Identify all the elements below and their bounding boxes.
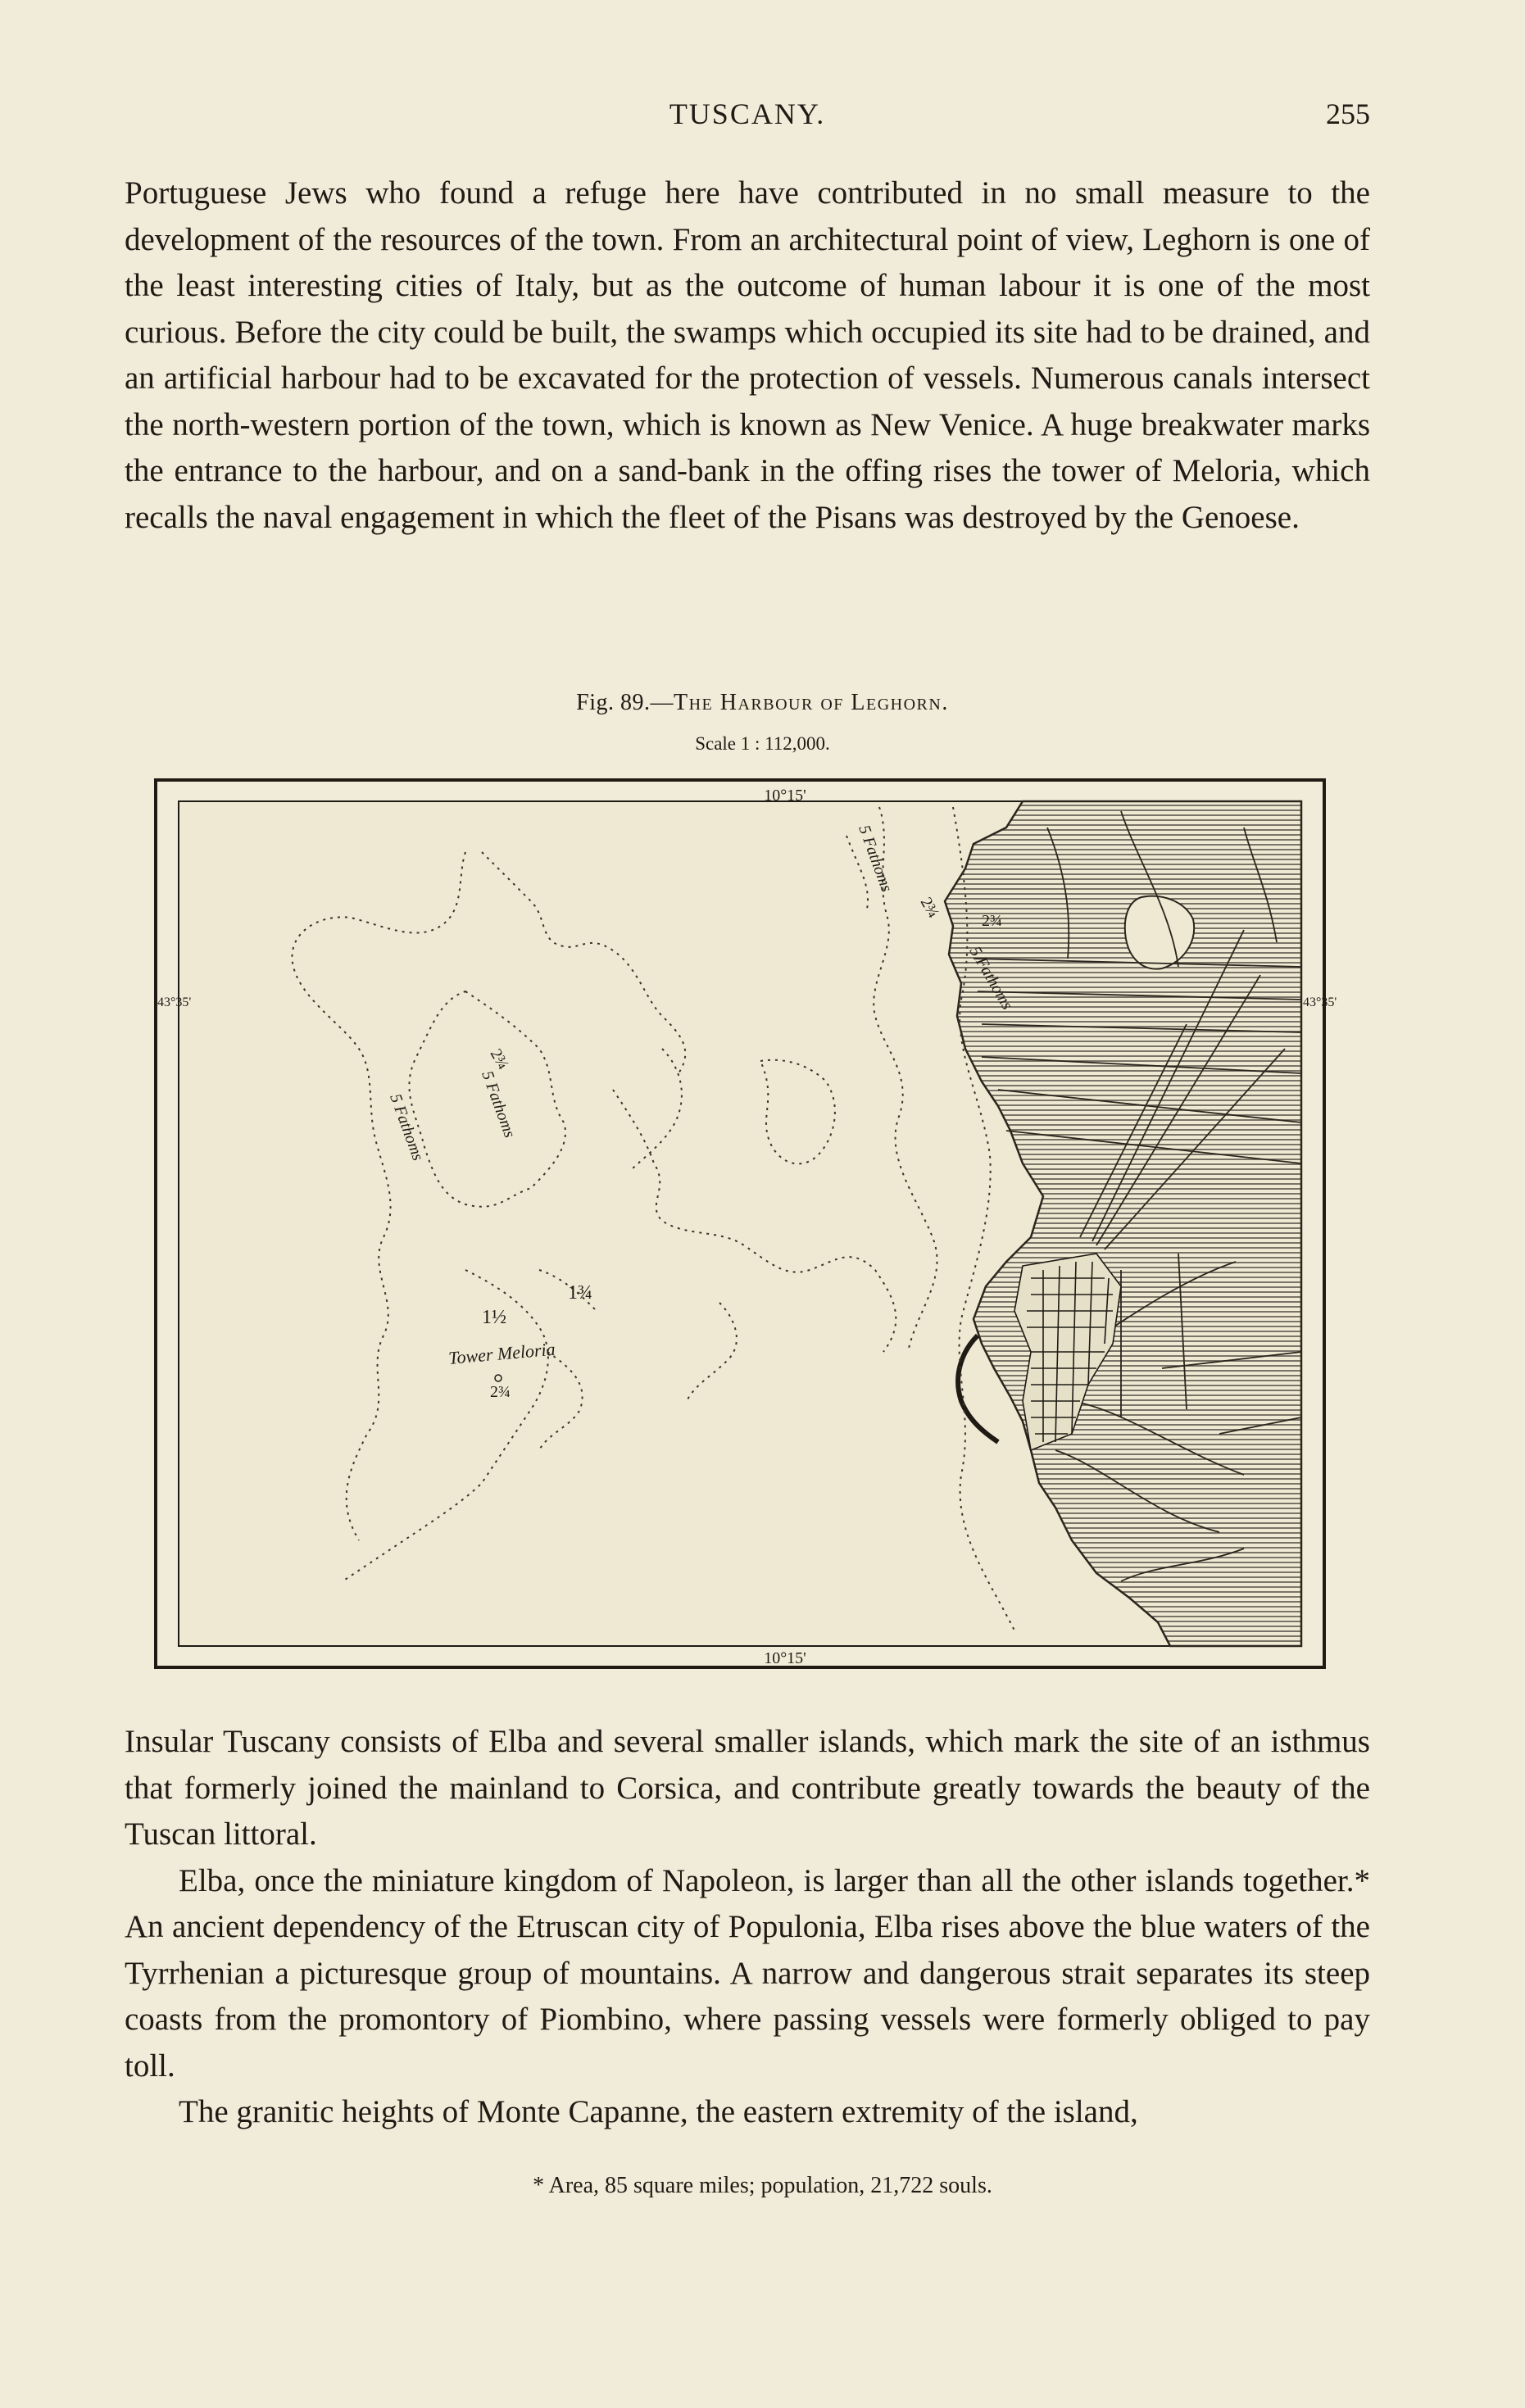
fathoms-label-4: 5 Fathoms [478, 1068, 520, 1141]
depth-label-e: 2¾ [490, 1383, 511, 1401]
tower-meloria-label: Tower Meloria [447, 1338, 556, 1368]
footnote: * Area, 85 square miles; population, 21,722 souls. [533, 2173, 992, 2198]
depth-label-a: 2¾ [916, 894, 943, 922]
depth-label-d: 1¾ [568, 1282, 592, 1304]
latitude-left-label: 43°35' [157, 995, 192, 1009]
depth-label-b: 2¾ [982, 912, 1002, 930]
fathoms-label-2: 5 Fathoms [965, 943, 1017, 1014]
longitude-bottom-label: 10°15' [764, 1649, 806, 1667]
figure-caption [0, 690, 1525, 716]
depth-label-c: 1½ [482, 1307, 506, 1328]
figure-label: Fig. 89.— [576, 690, 674, 715]
fathoms-label-3: 5 Fathoms [386, 1091, 428, 1163]
page-number: 255 [1326, 97, 1370, 130]
latitude-right-label: 43°35' [1303, 995, 1337, 1009]
paragraph: The granitic heights of Monte Capanne, the eastern extremity of the island, [179, 2094, 1138, 2129]
paragraph: Portuguese Jews who found a refuge here have contributed in no small measure to the development of the resources of the town. From an architectural point of view, Leghorn is one of the least interesting cities of Italy, but as the outcome of human labour it is one of the most curious. Before the city could be built, the swamps which occupied its site had to be drained, and an artificial harbour had to be excavated for the protection of vessels. Numerous canals intersect the north-western portion of the town, which is known as New Venice. A huge breakwater marks the entrance to the harbour, and on a sand-bank in the offing rises the tower of Meloria, which recalls the naval engagement in which the fleet of the Pisans was destroyed by the Genoese. [125, 175, 1370, 535]
body-text-bottom [125, 1719, 1370, 2136]
fathoms-label-1: 5 Fathoms [855, 823, 896, 895]
running-head [125, 97, 1370, 138]
paragraph: Elba, once the miniature kingdom of Napoleon, is larger than all the other islands together.* An ancient dependency of the Etruscan city of Populonia, Elba rises above the blue waters of the Tyrrhenian a picturesque group of mountains. A narrow and dangerous strait separates its steep coasts from the promontory of Piombino, where passing vessels were formerly obliged to pay toll. [125, 1862, 1370, 2084]
harbour-map [154, 778, 1337, 1669]
chapter-title: TUSCANY. [669, 97, 826, 130]
figure-title: The Harbour of Leghorn. [674, 690, 949, 715]
body-text-top [125, 170, 1370, 541]
depth-label-f: 2¾ [486, 1045, 513, 1073]
paragraph: Insular Tuscany consists of Elba and several smaller islands, which mark the site of an isthmus that formerly joined the mainland to Corsica, and contribute greatly towards the beauty of the Tuscan littoral. [125, 1724, 1370, 1852]
longitude-top-label: 10°15' [764, 787, 806, 805]
figure-scale: Scale 1 : 112,000. [695, 733, 830, 754]
